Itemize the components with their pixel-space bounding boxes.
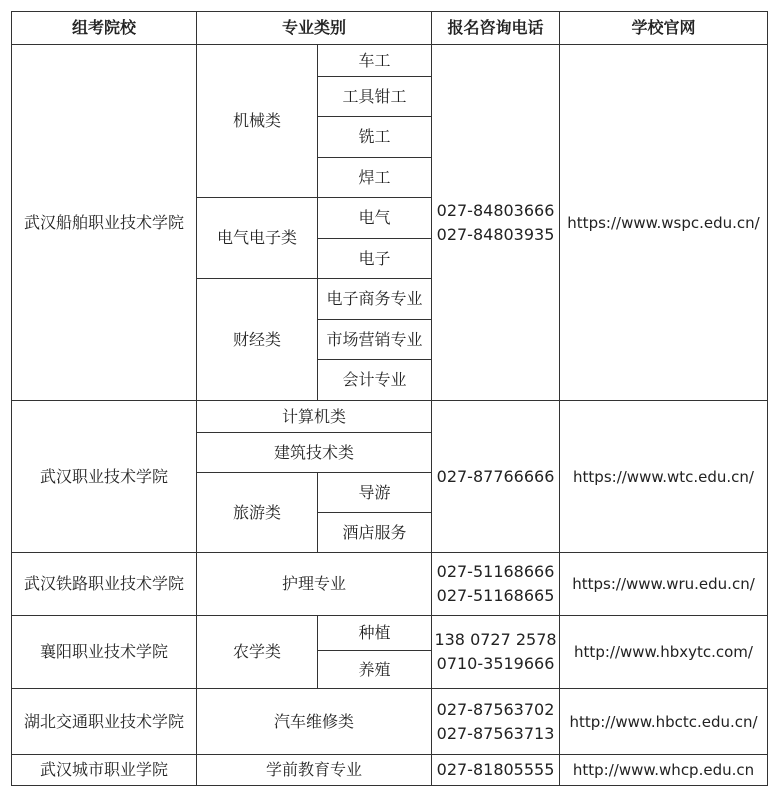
major-cell: 电气	[318, 198, 432, 239]
phone-number: 0710-3519666	[436, 654, 555, 673]
phone-cell	[432, 45, 560, 401]
category-group: 农学类	[197, 616, 318, 689]
table-row	[12, 616, 768, 651]
table-header-row	[12, 12, 768, 45]
website-link[interactable]: https://www.wru.edu.cn/	[560, 553, 768, 616]
table-row	[12, 401, 768, 433]
category-group: 汽车维修类	[197, 689, 432, 755]
major-cell: 电子商务专业	[318, 279, 432, 320]
major-cell: 车工	[318, 45, 432, 77]
table-row	[12, 689, 768, 755]
table-row	[12, 553, 768, 616]
category-group: 护理专业	[197, 553, 432, 616]
website-link[interactable]: http://www.hbxytc.com/	[560, 616, 768, 689]
phone-number: 027-84803666	[436, 200, 555, 220]
category-group: 计算机类	[197, 401, 432, 433]
category-group: 旅游类	[197, 473, 318, 553]
major-cell: 会计专业	[318, 360, 432, 401]
header-category: 专业类别	[197, 12, 432, 45]
website-link[interactable]: http://www.hbctc.edu.cn/	[560, 689, 768, 755]
category-group: 电气电子类	[197, 198, 318, 279]
phone-number: 027-87563702	[436, 699, 555, 719]
school-name: 武汉职业技术学院	[12, 401, 197, 553]
school-name: 武汉城市职业学院	[12, 755, 197, 786]
website-link[interactable]: https://www.wtc.edu.cn/	[560, 401, 768, 553]
category-group: 财经类	[197, 279, 318, 401]
school-name: 湖北交通职业技术学院	[12, 689, 197, 755]
website-link[interactable]: http://www.whcp.edu.cn	[560, 755, 768, 786]
header-website: 学校官网	[560, 12, 768, 45]
category-group: 学前教育专业	[197, 755, 432, 786]
website-link[interactable]: https://www.wspc.edu.cn/	[560, 45, 768, 401]
major-cell: 电子	[318, 239, 432, 279]
phone-cell	[432, 401, 560, 553]
phone-number: 027-87563713	[436, 723, 555, 743]
phone-cell	[432, 755, 560, 786]
major-cell: 导游	[318, 473, 432, 513]
phone-number: 027-87766666	[436, 466, 555, 486]
school-name: 襄阳职业技术学院	[12, 616, 197, 689]
major-cell: 工具钳工	[318, 77, 432, 117]
major-cell: 焊工	[318, 158, 432, 198]
major-cell: 市场营销专业	[318, 320, 432, 360]
major-cell: 养殖	[318, 651, 432, 689]
phone-cell	[432, 553, 560, 616]
phone-number: 027-51168665	[436, 586, 555, 605]
phone-number: 027-81805555	[436, 760, 555, 779]
category-group: 建筑技术类	[197, 433, 432, 473]
phone-number: 027-84803935	[436, 224, 555, 244]
admissions-table	[11, 11, 768, 786]
phone-number: 138 0727 2578	[434, 630, 557, 649]
school-name: 武汉船舶职业技术学院	[12, 45, 197, 401]
table-row	[12, 755, 768, 786]
school-name: 武汉铁路职业技术学院	[12, 553, 197, 616]
major-cell: 酒店服务	[318, 513, 432, 553]
header-school: 组考院校	[12, 12, 197, 45]
major-cell: 种植	[318, 616, 432, 651]
header-phone: 报名咨询电话	[432, 12, 560, 45]
phone-cell	[432, 689, 560, 755]
major-cell: 铣工	[318, 117, 432, 158]
phone-cell	[432, 616, 560, 689]
table-row	[12, 45, 768, 77]
phone-number: 027-51168666	[436, 562, 555, 581]
category-group: 机械类	[197, 45, 318, 198]
